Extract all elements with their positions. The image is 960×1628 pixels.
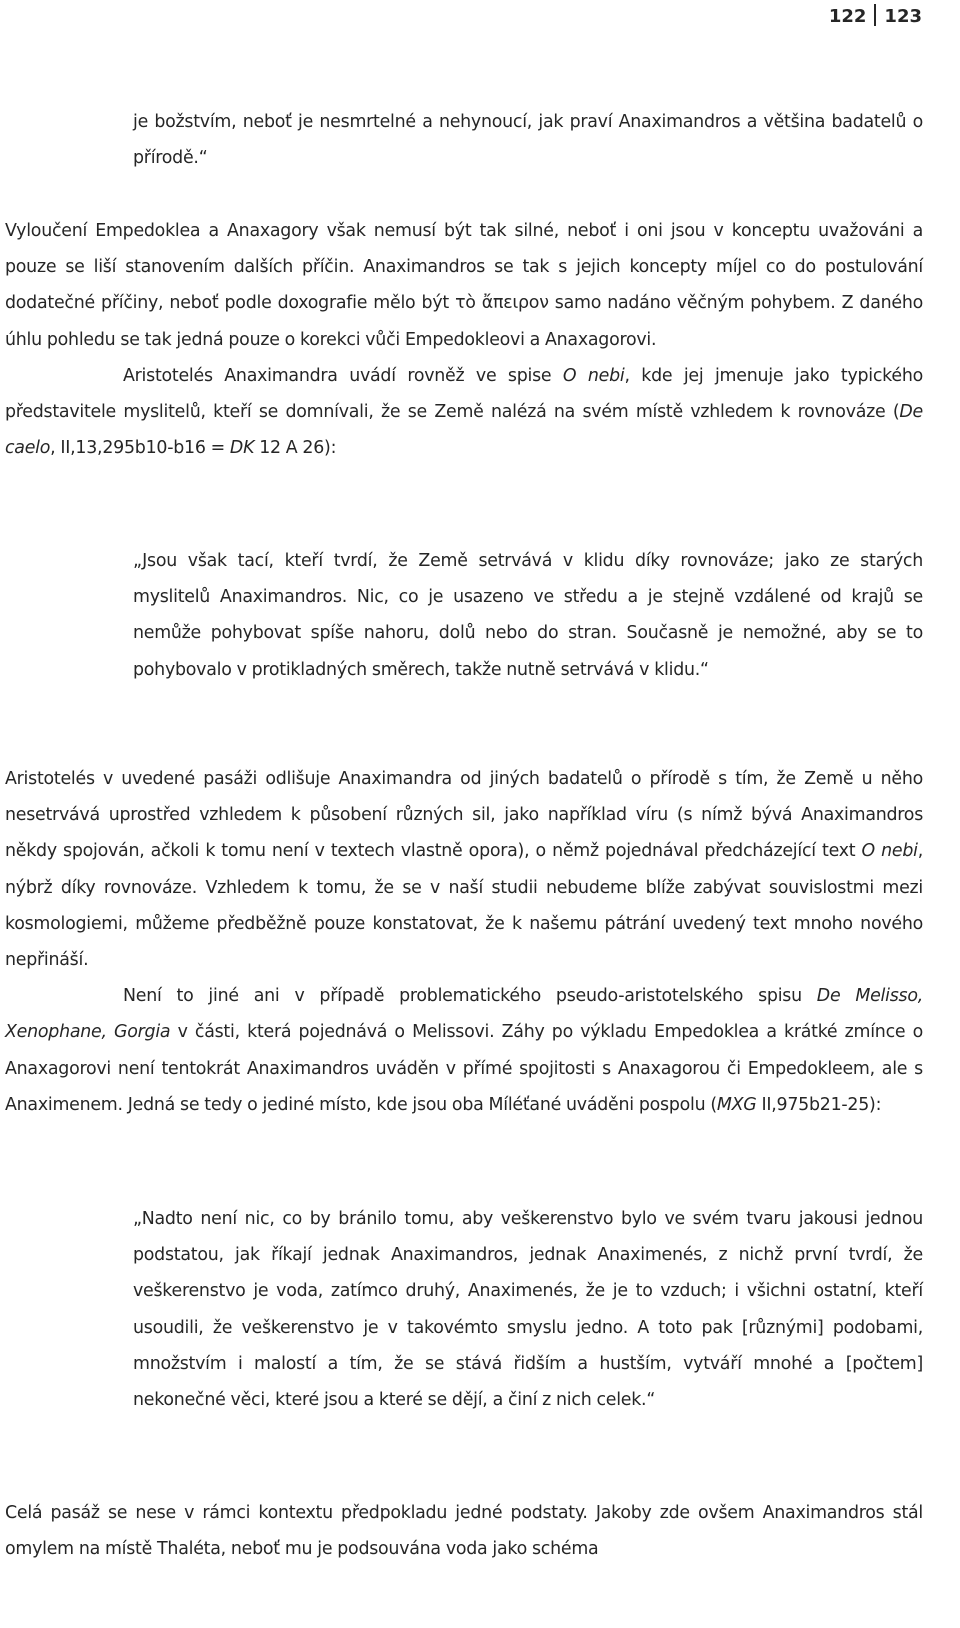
body-paragraph-2-part-a: Aristotelés v uvedené pasáži odlišuje Anaximandra od jiných badatelů o přírodě s tím, že Země u něho nesetrvává uprostřed vzhledem k působení různých sil, jako například víru (s nímž bývá Anaximandros někdy spojován, ačkoli k tomu není v textech vlastně opora), o němž pojednával předcházející text O nebi, nýbrž díky rovnováze. Vzhledem k tomu, že se v naší studii nebudeme blíže zabývat souvislostmi mezi kosmologiemi, můžeme předběžně pouze konstatovat, že k našemu pátrání uvedený text mnoho nového nepřináší. — [5, 769, 923, 971]
work-title-o-nebi: O nebi — [562, 365, 625, 386]
reference-dk: DK — [229, 438, 255, 459]
body-paragraph-1-part-b: Aristotelés Anaximandra uvádí rovněž ve spise O nebi, kde jej jmenuje jako typického představitele myslitelů, kteří se domnívali, že se Země nalézá na svém místě vzhledem k rovnováze (De caelo, II,13,295b10-b16 = DK 12 A 26): — [5, 365, 923, 459]
body-paragraph-2 — [5, 761, 923, 1123]
body-paragraph-3: Celá pasáž se nese v rámci kontextu předpokladu jedné podstaty. Jakoby zde ovšem Anaximandros stál omylem na místě Thaléta, neboť mu je podsouvána voda jako schéma — [5, 1503, 923, 1560]
quote-paragraph-2: „Jsou však tací, kteří tvrdí, že Země setrvává v klidu díky rovnováze; jako ze starých myslitelů Anaximandros. Nic, co je usazeno ve středu a je stejně vzdálené od krajů se nemůže pohybovat spíše nahoru, dolů nebo do stran. Současně je nemožné, aby se to pohybovalo v protikladných směrech, takže nutně setrvává v klidu.“ — [133, 551, 923, 680]
reference-mxg: MXG — [716, 1094, 757, 1115]
quote-paragraph-1: je božstvím, neboť je nesmrtelné a nehynoucí, jak praví Anaximandros a většina badatelů o přírodě.“ — [133, 112, 923, 169]
page-number-left: 122 — [828, 6, 867, 27]
work-title-de-melisso: De Melisso, Xenophane, Gorgia — [5, 986, 923, 1043]
page-numbers — [829, 4, 922, 30]
work-title-de-caelo: De caelo — [5, 402, 923, 459]
quote-paragraph-3: „Nadto není nic, co by bránilo tomu, aby veškerenstvo bylo ve svém tvaru jakousi jednou podstatou, jak říkají jednak Anaximandros, jednak Anaximenés, z nichž první tvrdí, že veškerenstvo je voda, zatímco druhý, Anaximenés, že je to vzduch; i všichni ostatní, kteří usoudili, že veškerenstvo je v takovémto smyslu jedno. A toto pak [různými] podobami, množstvím i malostí a tím, že se stává řidším a hustším, vytváří mnohé a [počtem] nekonečné věci, které jsou a které se dějí, a činí z nich celek.“ — [133, 1209, 923, 1411]
body-paragraph-2-part-b: Není to jiné ani v případě problematického pseudo-aristotelského spisu De Melisso, Xenophane, Gorgia v části, která pojednává o Melissovi. Záhy po výkladu Empedoklea a krátké zmínce o Anaxagorovi není tentokrát Anaximandros uváděn v přímé spojitosti s Anaxagorou či Empedokleem, ale s Anaximenem. Jedná se tedy o jediné místo, kde jsou oba Míléťané uváděni pospolu (MXG II,975b21-25): — [5, 986, 923, 1115]
work-title-o-nebi-2: O nebi — [861, 841, 918, 862]
page-number-right: 123 — [884, 6, 922, 27]
page-number-separator — [874, 4, 876, 26]
body-paragraph-1-part-a: Vyloučení Empedoklea a Anaxagory však nemusí být tak silné, neboť i oni jsou v konceptu uvažováni a pouze se liší stanovením dalších příčin. Anaximandros se tak s jejich koncepty míjel co do postulování dodatečné příčiny, neboť podle doxografie mělo být τὸ ἄπειρον samo nadáno věčným pohybem. Z daného úhlu pohledu se tak jedná pouze o korekci vůči Empedokleovi a Anaxagorovi. — [5, 221, 923, 350]
body-paragraph-1 — [5, 213, 923, 466]
